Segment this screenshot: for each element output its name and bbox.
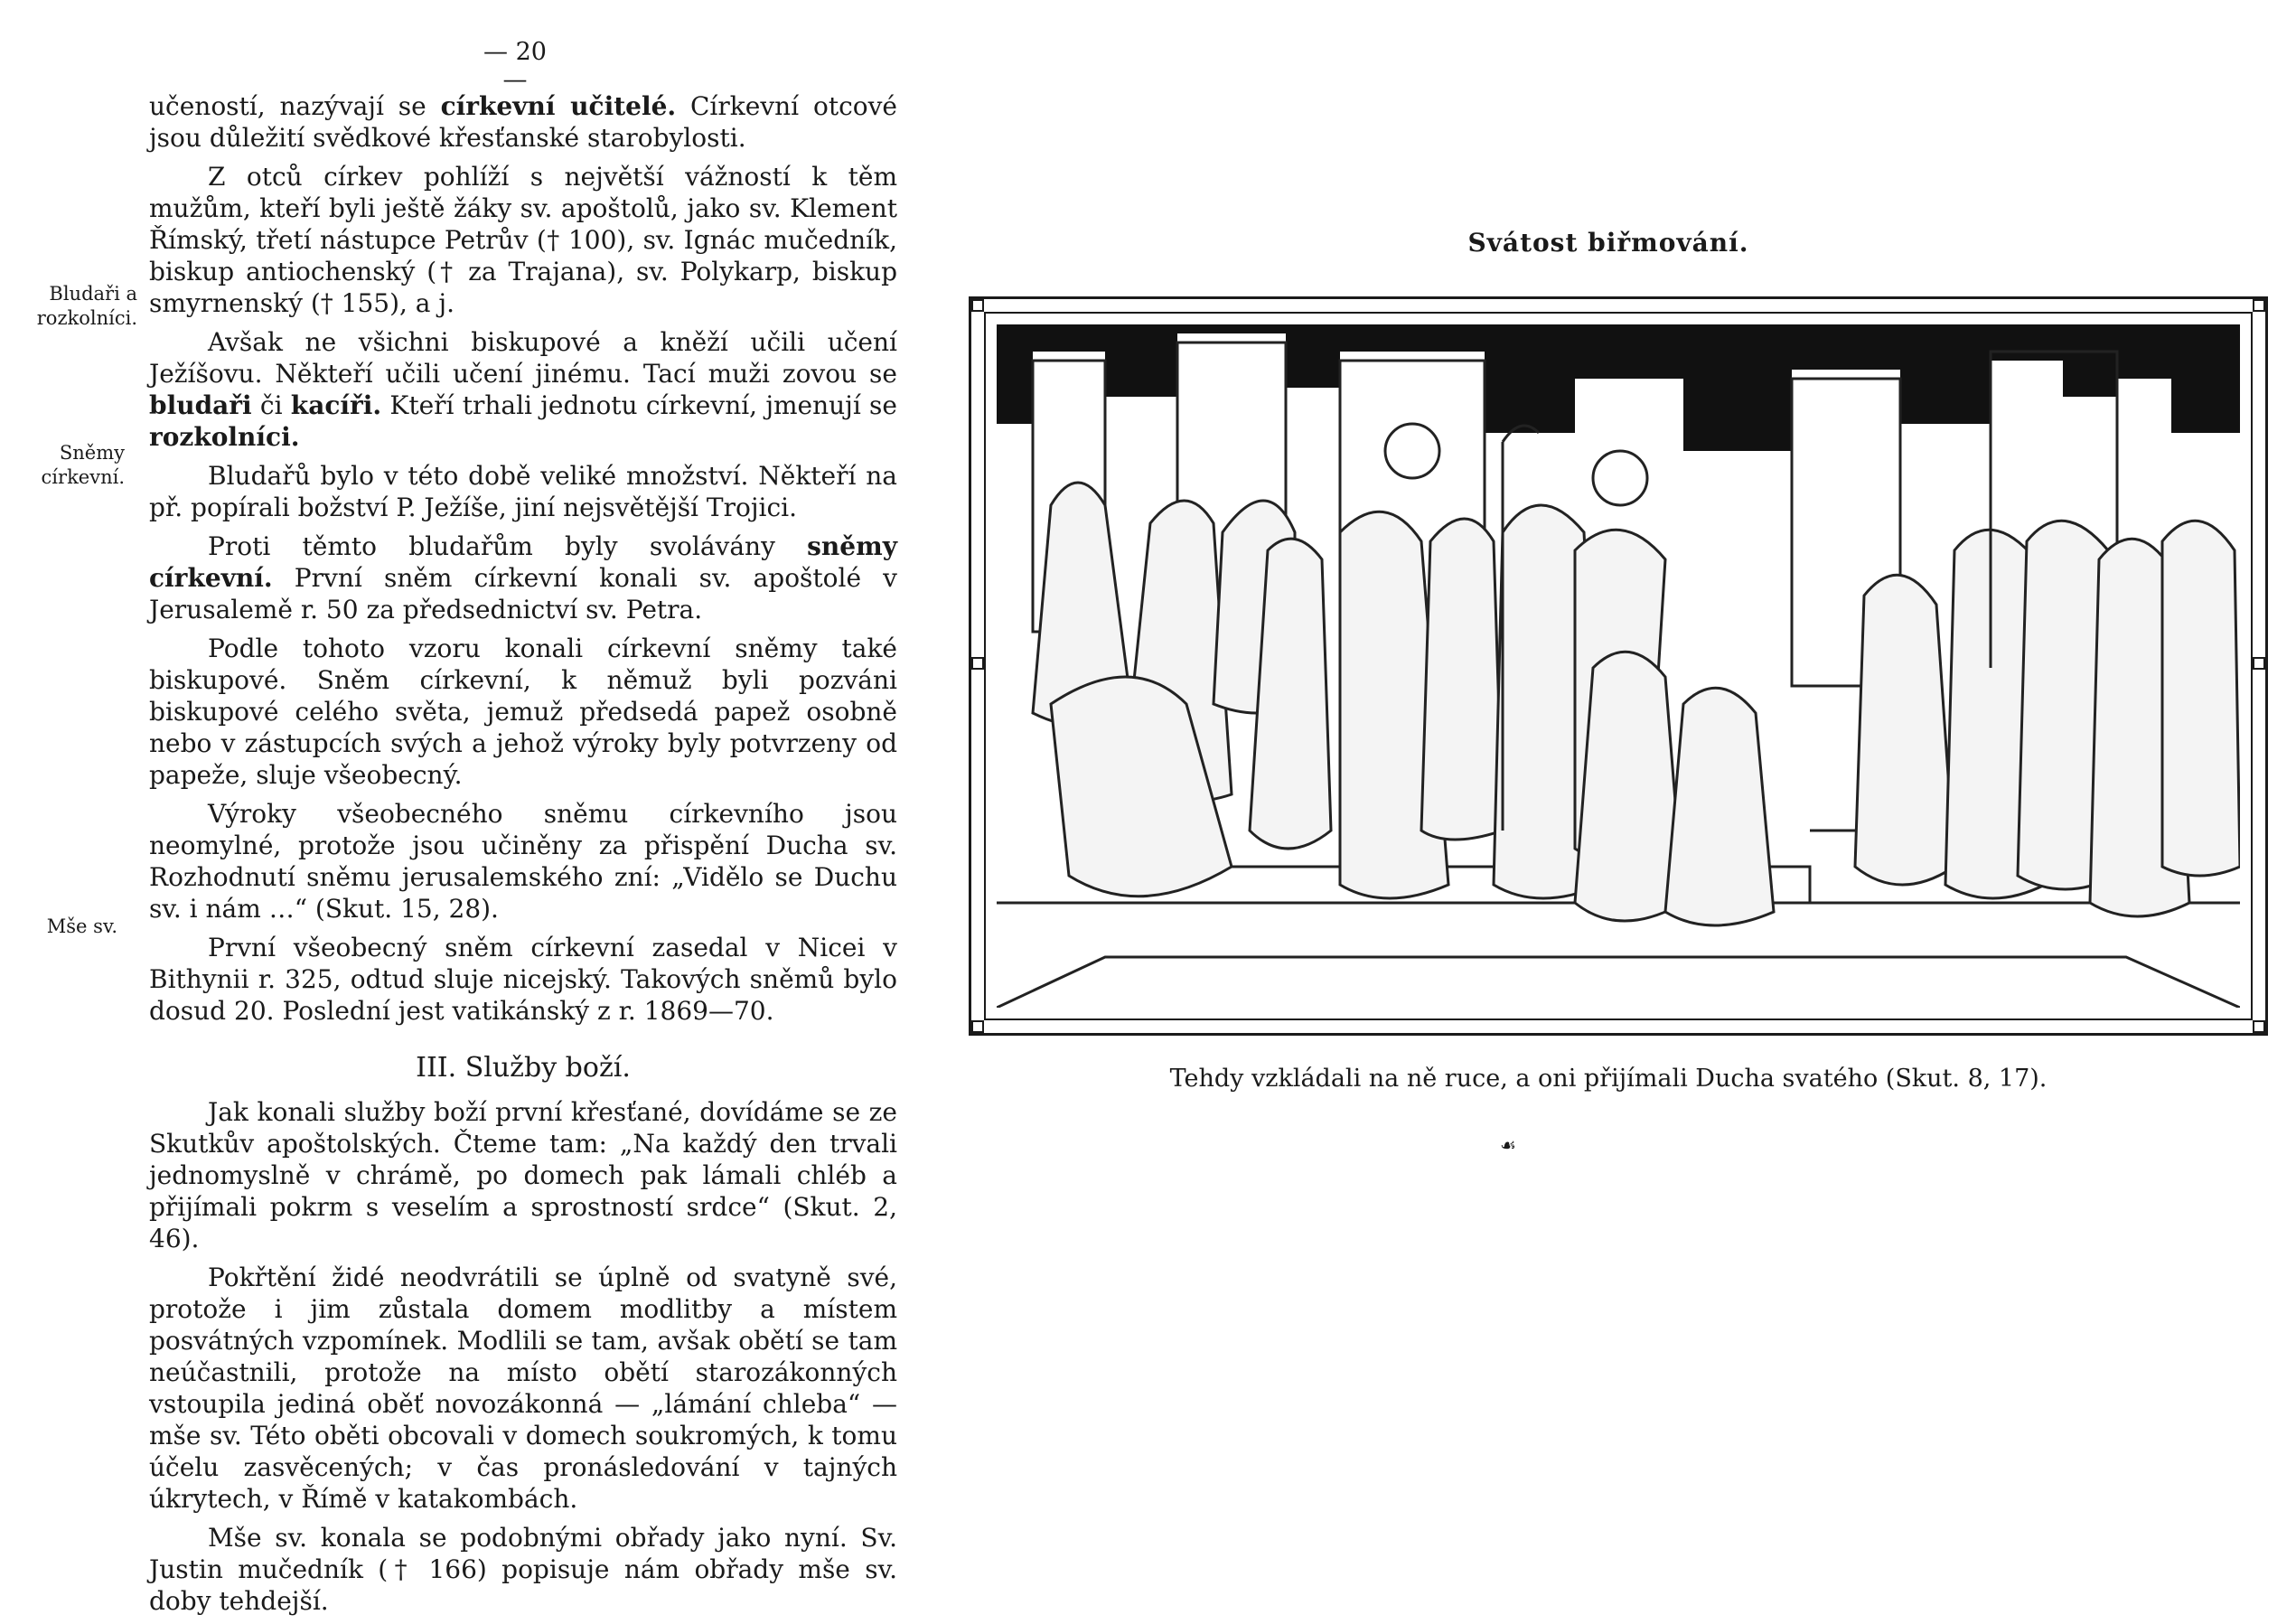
- paragraph: Mše sv. konala se podobnými obřady jako nyní. Sv. Justin mučedník († 166) popisuje nám obřady mše sv. doby tehdejší.: [149, 1523, 897, 1616]
- frame-corner: [2253, 299, 2265, 312]
- confirmation-engraving: [997, 324, 2240, 1008]
- bold-term: sněmy církevní.: [149, 531, 897, 593]
- text-run: Proti těmto bludařům byly svolávány: [208, 531, 808, 561]
- frame-corner: [2253, 657, 2265, 670]
- text-run: Církevní otcové jsou důležití svědkové křesťanské starobylosti.: [149, 91, 897, 153]
- paragraph: Bludařů bylo v této době veliké množství. Někteří na př. popírali božství P. Ježíše, jiní nejsvětější Trojici.: [149, 461, 897, 522]
- plate-caption: Tehdy vzkládali na ně ruce, a oni přijímali Ducha svatého (Skut. 8, 17).: [1169, 1065, 2048, 1093]
- text-run: či: [251, 390, 291, 420]
- text-run: První sněm církevní konali sv. apoštolé v Jerusalemě r. 50 za předsednictví sv. Petra.: [149, 563, 897, 624]
- bold-term: kacíři.: [290, 390, 382, 420]
- paragraph: Podle tohoto vzoru konali církevní sněmy také biskupové. Sněm církevní, k němuž byli pozváni biskupové celého světa, jemuž předsedá papež osobně nebo v zástupcích svých a jehož výroky byly potvrzeny od papeže, sluje všeobecný.: [149, 634, 897, 790]
- margin-note-line: církevní.: [41, 466, 125, 488]
- text-run: učeností, nazývají se: [149, 91, 441, 121]
- section-heading: III. Služby boží.: [416, 1052, 631, 1084]
- printer-mark: ☙: [1500, 1134, 1516, 1156]
- paragraph: [149, 90, 897, 154]
- margin-note-snemy: [0, 441, 125, 490]
- paragraph: Výroky všeobecného sněmu církevního jsou neomylné, protože jsou učiněny za přispění Ducha sv. Rozhodnutí sněmu jerusalemského zní: „Vidělo se Duchu sv. i nám …“ (Skut. 15, 28).: [149, 799, 897, 924]
- frame-corner: [971, 657, 984, 670]
- text-run: Kteří trhali jednotu církevní, jmenují se: [381, 390, 897, 420]
- margin-note-line: Bludaři a: [49, 283, 137, 305]
- frame-corner: [971, 299, 984, 312]
- paragraph: [149, 530, 897, 625]
- paragraph: První všeobecný sněm církevní zasedal v Nicei v Bithynii r. 325, odtud sluje nicejský. Takových sněmů bylo dosud 20. Poslední jest vatikánský z r. 1869—70.: [149, 933, 897, 1026]
- bold-term: rozkolníci.: [149, 422, 300, 452]
- paragraph: [149, 326, 897, 453]
- margin-note-line: Sněmy: [59, 442, 125, 464]
- margin-note-mse: [0, 915, 117, 939]
- frame-corner: [971, 1020, 984, 1033]
- margin-note-line: rozkolníci.: [36, 307, 137, 329]
- paragraph: Jak konali služby boží první křesťané, dovídáme se ze Skutkův apoštolských. Čteme tam: „Na každý den trvali jednomyslně v chrámě, po domech pak lámali chléb a přijímali pokrm s veselím a sprostností srdce“ (Skut. 2, 46).: [149, 1097, 897, 1253]
- bold-term: církevní učitelé.: [440, 91, 677, 121]
- plate-title: Svátost biřmování.: [1467, 228, 1749, 258]
- paragraph: Z otců církev pohlíží s největší vážností k těm mužům, kteří byli ještě žáky sv. apoštolů, jako sv. Klement Římský, třetí nástupce Petrův († 100), sv. Ignác mučedník, biskup antiochenský († za Trajana), sv. Polykarp, biskup smyrnenský († 155), a j.: [149, 162, 897, 318]
- bold-term: bludaři: [149, 390, 252, 420]
- text-run: Avšak ne všichni biskupové a kněží učili učení Ježíšovu. Někteří učili učení jinému. Tací muži zovou se: [149, 327, 897, 389]
- margin-note-line: Mše sv.: [46, 915, 117, 937]
- margin-note-bludari: [2, 282, 137, 331]
- page-number: — 20 —: [483, 38, 547, 94]
- illustration-frame: [969, 296, 2268, 1036]
- frame-corner: [2253, 1020, 2265, 1033]
- text-column: [149, 90, 897, 1624]
- paragraph: Pokřtění židé neodvrátili se úplně od svatyně své, protože i jim zůstala domem modlitby a místem posvátných vzpomínek. Modlili se tam, avšak obětí se tam neúčastnili, protože na místo obětí starozákonných vstoupila jediná oběť novozákonná — „lámání chleba“ — mše sv. Této oběti obcovali v domech soukromých, k tomu účelu zasvěcených; v čas pronásledování v tajných úkrytech, v Římě v katakombách.: [149, 1263, 897, 1514]
